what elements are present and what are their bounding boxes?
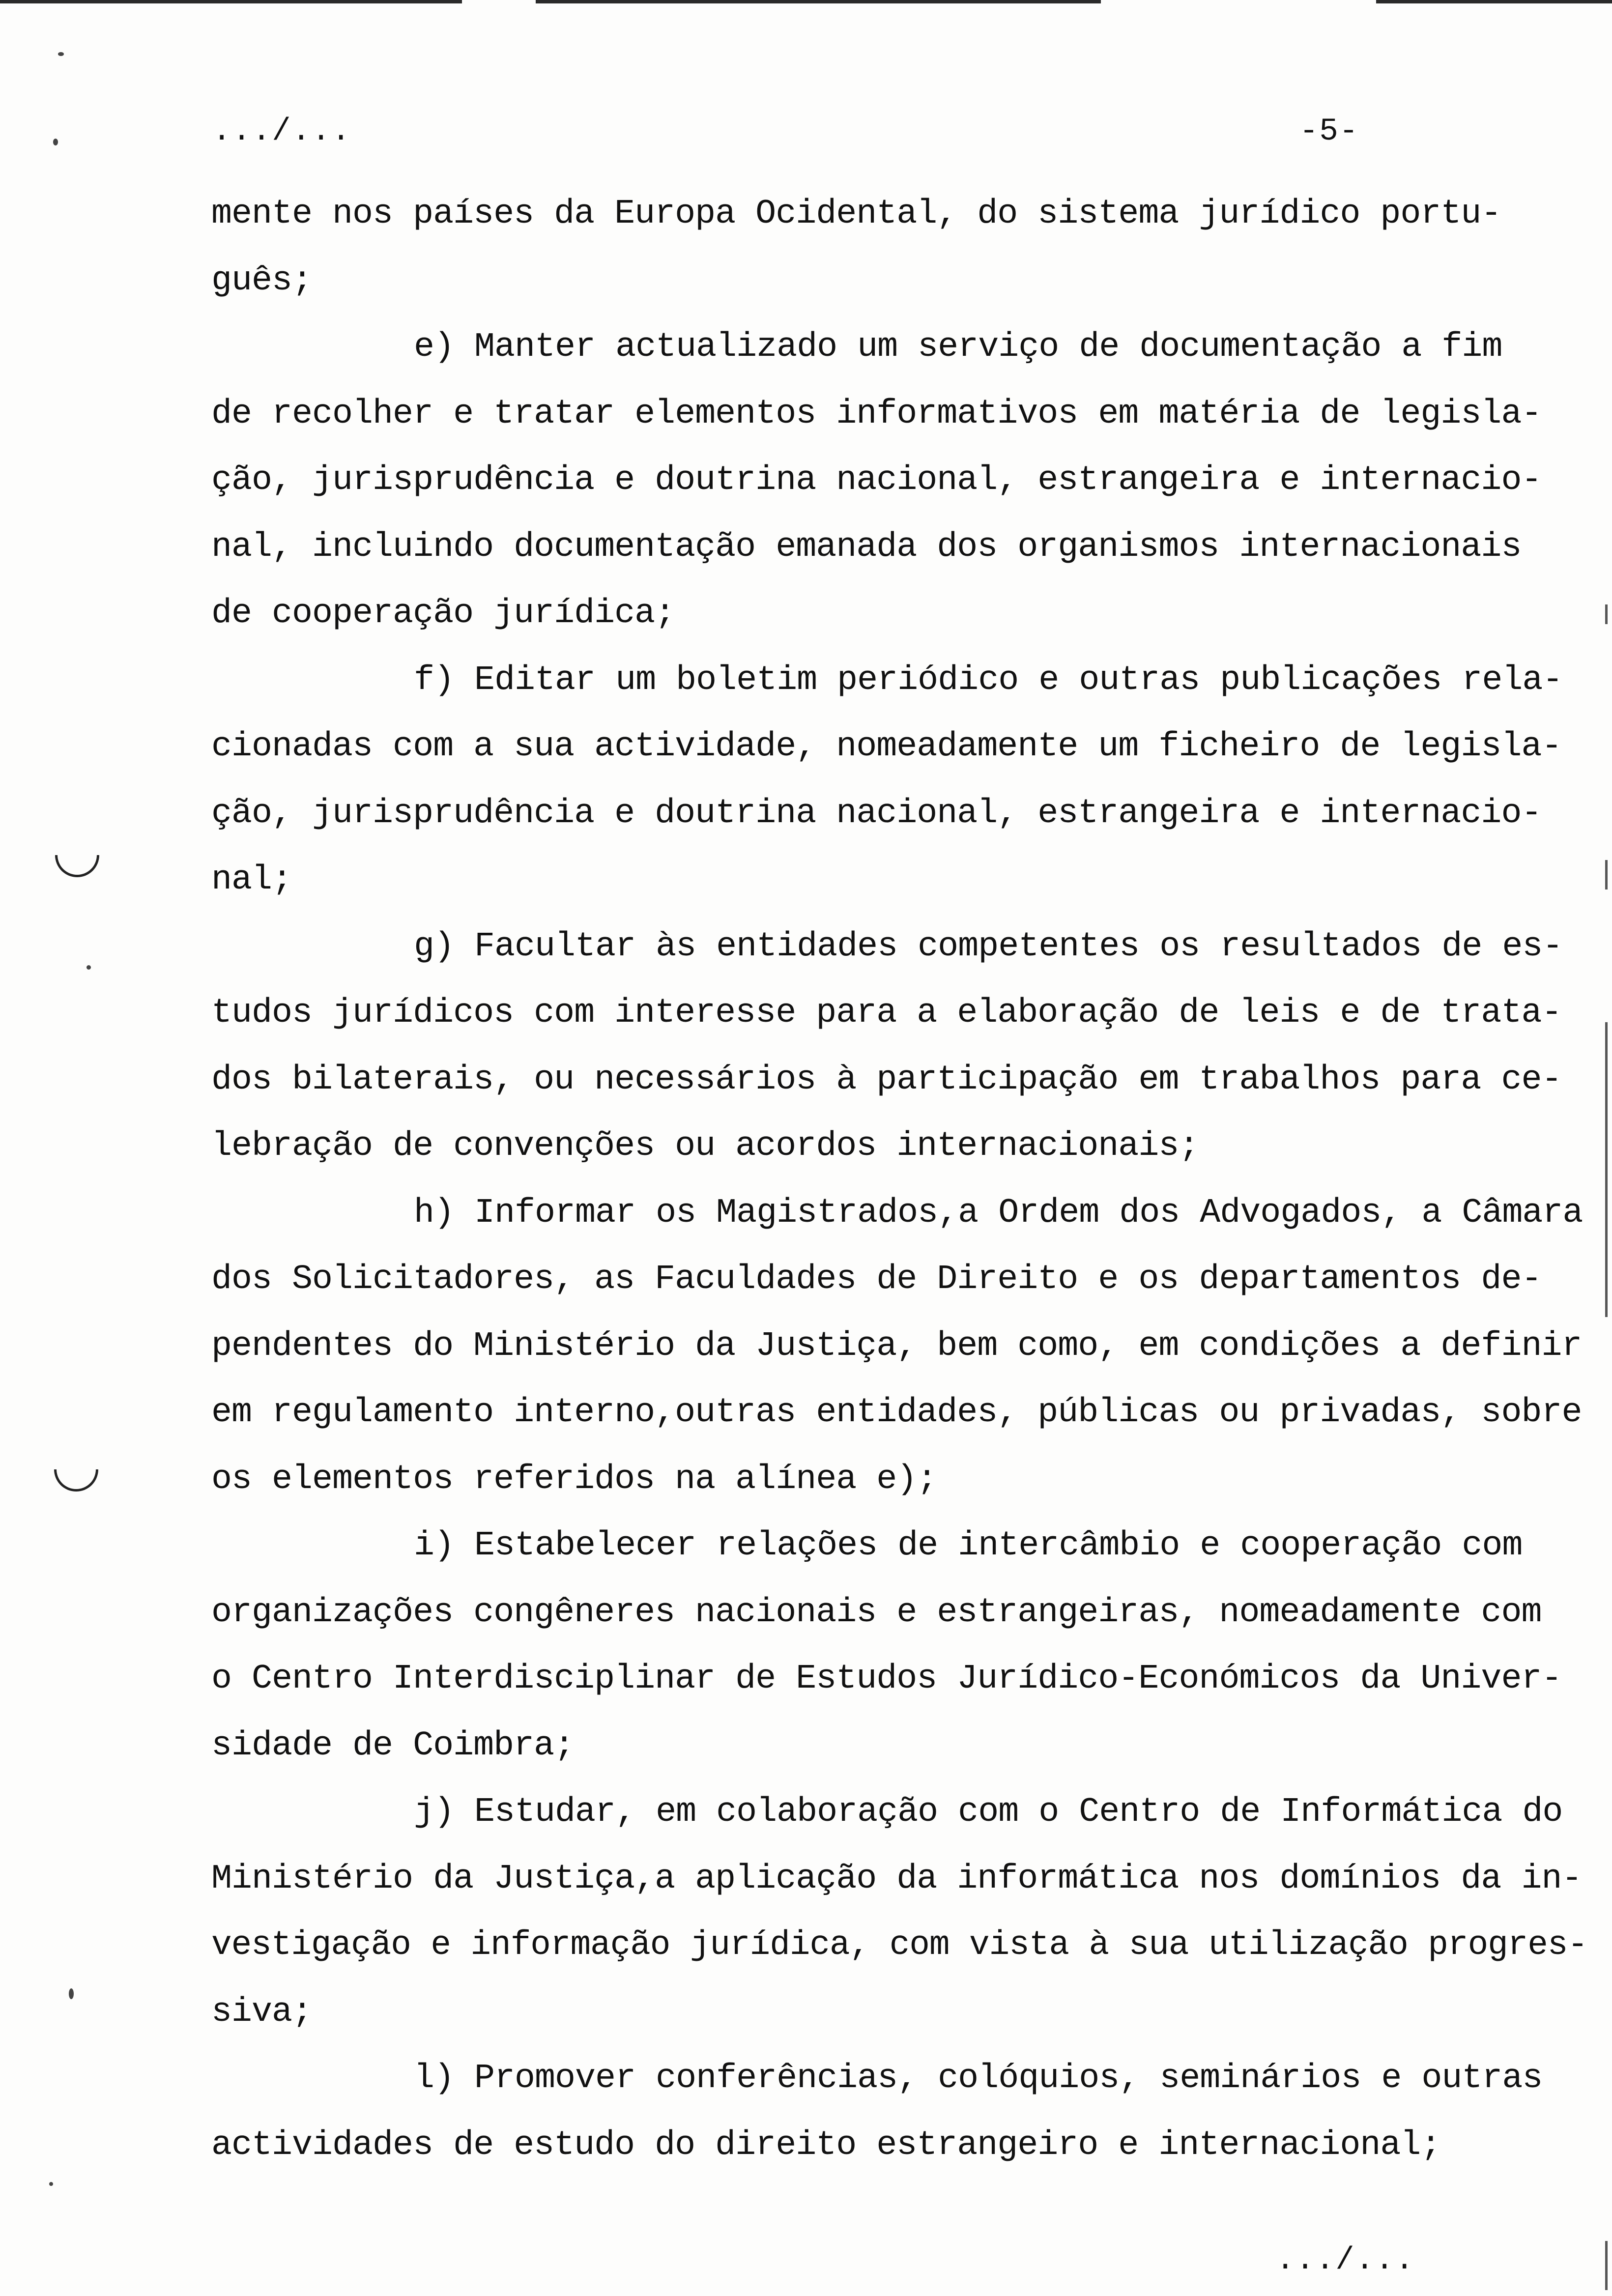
text-line: dos Solicitadores, as Faculdades de Direito e os departamentos de- [211,1260,1542,1299]
text-line: guês; [211,261,313,300]
scan-edge-mark [1605,2241,1608,2290]
text-line: pendentes do Ministério da Justiça, bem como, em condições a definir [211,1326,1582,1366]
paragraph-g-start: g) Facultar às entidades competentes os resultados de es- [414,927,1563,966]
page-number: -5- [1299,114,1359,149]
scan-speck [49,2182,53,2186]
text-line: cionadas com a sua actividade, nomeadamente um ficheiro de legisla- [211,727,1562,766]
scan-edge-rule [0,0,462,3]
text-line: tudos jurídicos com interesse para a elaboração de leis e de trata- [211,994,1562,1033]
text-line: o Centro Interdisciplinar de Estudos Jurídico-Económicos da Univer- [211,1660,1562,1698]
header-continuation-marker: .../... [212,114,351,149]
paragraph-i-start: i) Estabelecer relações de intercâmbio e cooperação com [414,1526,1523,1565]
paragraph-f-start: f) Editar um boletim periódico e outras publicações rela- [414,660,1563,700]
text-line: nal, incluindo documentação emanada dos organismos internacionais [211,527,1522,567]
scan-speck [86,965,91,970]
scan-edge-mark [1605,604,1608,624]
text-line: mente nos países da Europa Ocidental, do sistema jurídico portu- [211,195,1501,233]
text-line: actividades de estudo do direito estrangeiro e internacional; [211,2125,1441,2165]
text-line: os elementos referidos na alínea e); [211,1460,937,1499]
punch-hole-mark [54,1469,98,1492]
scan-speck [58,52,64,56]
text-line: nal; [211,861,292,899]
text-line: lebração de convenções ou acordos internacionais; [211,1127,1199,1166]
paragraph-l-start: l) Promover conferências, colóquios, seminários e outras [414,2059,1543,2098]
text-line: siva; [211,1992,313,2032]
paragraph-j-start: j) Estudar, em colaboração com o Centro de Informática do [414,1793,1563,1832]
scan-speck [69,1988,74,1999]
text-line: ção, jurisprudência e doutrina nacional, estrangeira e internacio- [211,461,1542,500]
paragraph-h-start: h) Informar os Magistrados,a Ordem dos Advogados, a Câmara [414,1193,1583,1233]
text-line: de recolher e tratar elementos informativos em matéria de legisla- [211,394,1542,433]
text-line: dos bilaterais, ou necessários à participação em trabalhos para ce- [211,1060,1562,1099]
text-line: Ministério da Justiça,a aplicação da informática nos domínios da in- [211,1859,1582,1898]
scan-edge-mark [1605,860,1608,890]
scan-edge-mark [1605,1022,1608,1317]
scan-edge-rule [536,0,1101,3]
scan-edge-rule [1376,0,1612,3]
text-line: em regulamento interno,outras entidades, públicas ou privadas, sobre [211,1393,1582,1432]
body-text [211,181,1588,2179]
paragraph-e-start: e) Manter actualizado um serviço de documentação a fim [414,328,1502,367]
text-line: organizações congêneres nacionais e estrangeiras, nomeadamente com [211,1593,1542,1632]
scan-speck [53,139,58,145]
text-line: ção, jurisprudência e doutrina nacional, estrangeira e internacio- [211,794,1542,833]
text-line: vestigação e informação jurídica, com vista à sua utilização progres- [211,1926,1588,1965]
punch-hole-mark [55,855,99,877]
text-line: sidade de Coimbra; [211,1726,575,1765]
footer-continuation-marker: .../... [1276,2243,1415,2278]
text-line: de cooperação jurídica; [211,594,675,633]
